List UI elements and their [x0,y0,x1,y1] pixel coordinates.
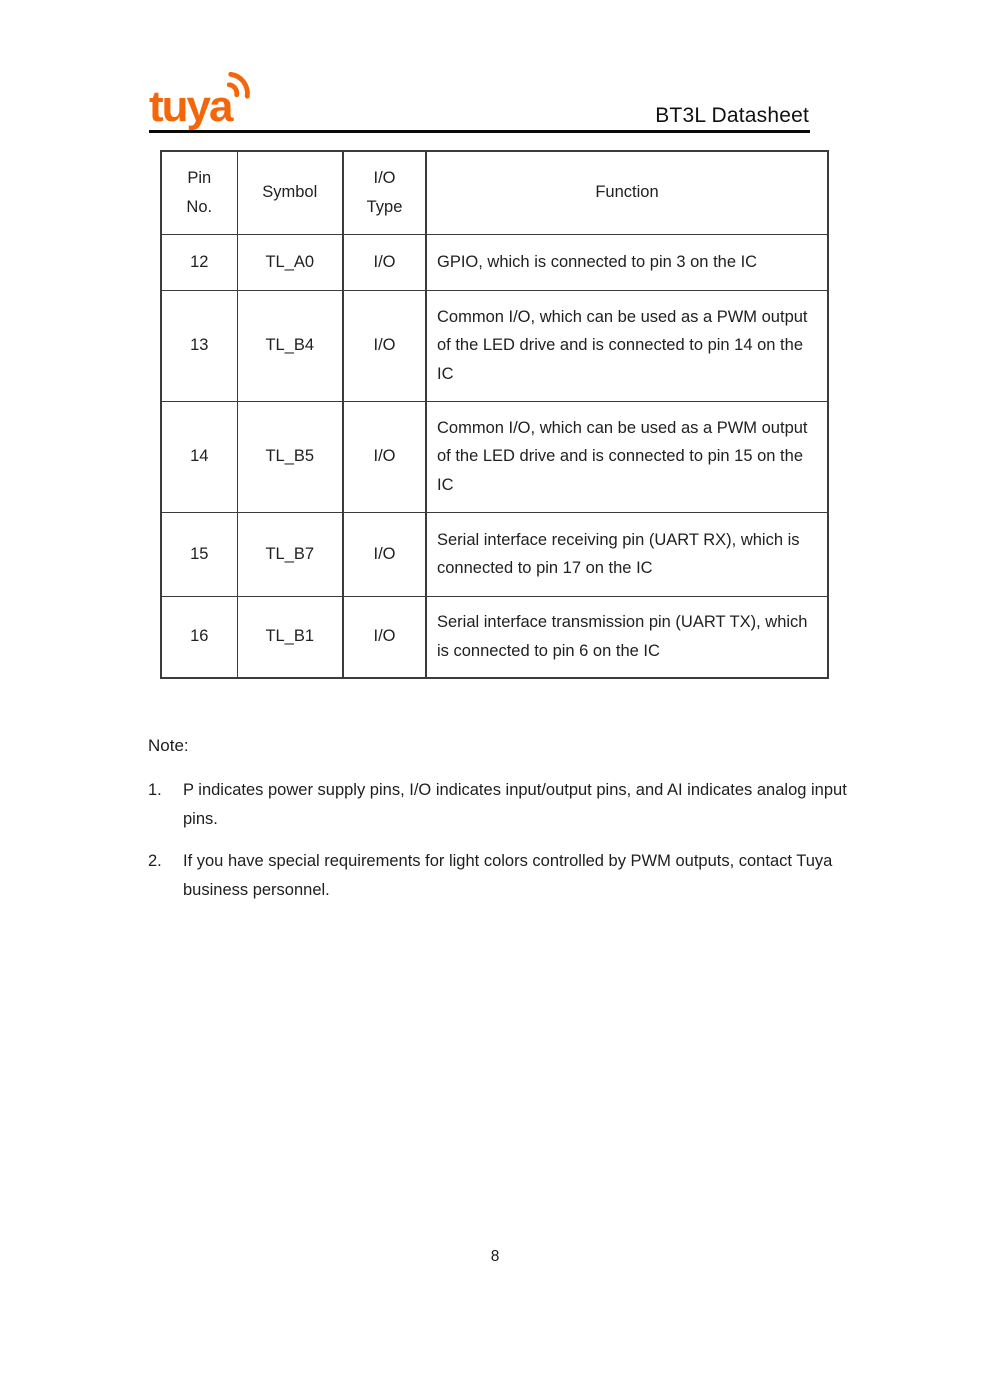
cell-symbol: TL_B7 [237,512,343,596]
note-label: Note: [148,736,189,755]
table-row [161,512,828,596]
cell-pin-no: 13 [161,290,237,401]
cell-function: Common I/O, which can be used as a PWM output of the LED drive and is connected to pin 14 on the IC [426,290,828,401]
note-item-text: P indicates power supply pins, I/O indicates input/output pins, and AI indicates analog input pins. [183,781,847,828]
cell-symbol: TL_A0 [237,234,343,290]
table-row [161,290,828,401]
page-number: 8 [490,1248,500,1265]
wifi-signal-icon [222,69,256,103]
cell-pin-no: 14 [161,401,237,512]
table-row [161,596,828,678]
note-item-text: If you have special requirements for light colors controlled by PWM outputs, contact Tuya business personnel. [183,852,833,899]
table-row [161,401,828,512]
table-header-row [161,151,828,234]
cell-symbol: TL_B1 [237,596,343,678]
tuya-logo [149,77,231,137]
cell-pin-no: 12 [161,234,237,290]
pin-function-table [160,150,829,679]
page-header [149,68,810,133]
cell-pin-no: 16 [161,596,237,678]
cell-function: Common I/O, which can be used as a PWM output of the LED drive and is connected to pin 15 on the IC [426,401,828,512]
col-header-pin-no: Pin No. [161,151,237,234]
cell-symbol: TL_B4 [237,290,343,401]
tuya-logo-text: tuya [149,82,232,131]
cell-function: Serial interface receiving pin (UART RX), which is connected to pin 17 on the IC [426,512,828,596]
cell-function: Serial interface transmission pin (UART TX), which is connected to pin 6 on the IC [426,596,828,678]
cell-function: GPIO, which is connected to pin 3 on the IC [426,234,828,290]
cell-io-type: I/O [343,596,426,678]
note-item [148,776,854,833]
table-row [161,234,828,290]
cell-io-type: I/O [343,512,426,596]
cell-pin-no: 15 [161,512,237,596]
note-item-number: 1. [148,781,162,799]
note-item-number: 2. [148,852,162,870]
col-header-function: Function [426,151,828,234]
document-title: BT3L Datasheet [655,104,809,127]
note-list [148,776,854,918]
col-header-io-type: I/O Type [343,151,426,234]
cell-io-type: I/O [343,290,426,401]
note-item [148,847,854,904]
cell-io-type: I/O [343,401,426,512]
col-header-symbol: Symbol [237,151,343,234]
cell-symbol: TL_B5 [237,401,343,512]
cell-io-type: I/O [343,234,426,290]
